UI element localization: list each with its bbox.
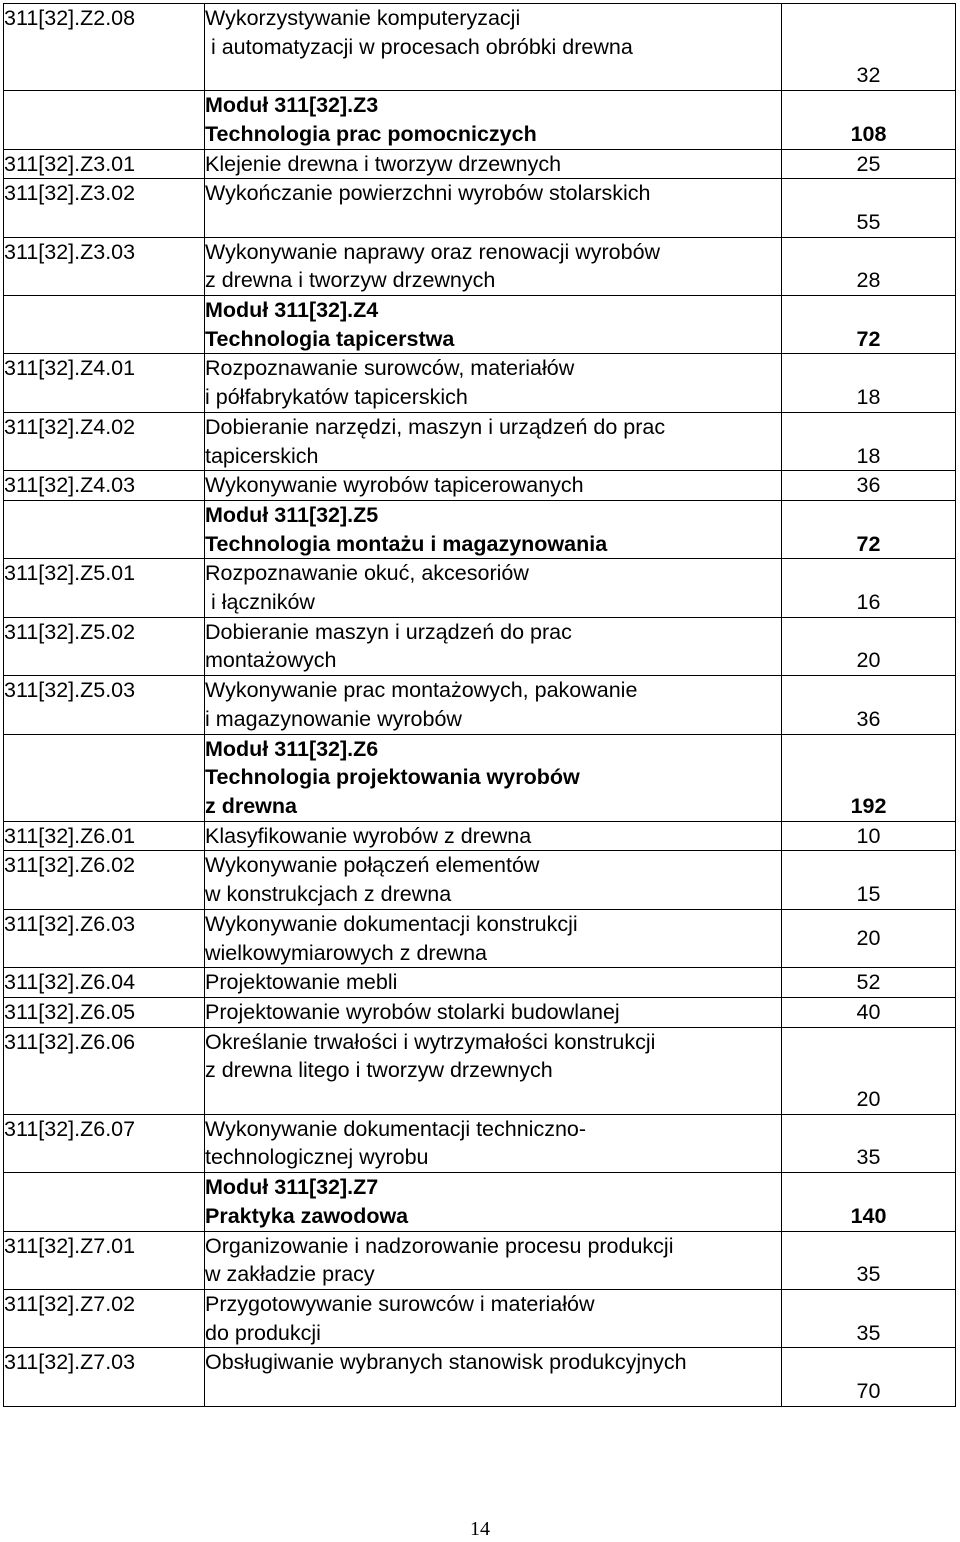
hours-cell: 18: [782, 412, 956, 470]
hours-cell: 35: [782, 1114, 956, 1172]
hours-cell: 70: [782, 1348, 956, 1406]
title-line: Technologia montażu i magazynowania: [205, 531, 608, 556]
title-line: [205, 208, 781, 237]
title-line: Moduł 311[32].Z6: [205, 736, 379, 761]
unit-row: [4, 1289, 956, 1347]
module-row: [4, 734, 956, 821]
hours-cell: 108: [782, 91, 956, 149]
unit-title: [205, 1027, 782, 1114]
title-line: [205, 61, 781, 90]
unit-code: 311[32].Z6.02: [4, 851, 205, 909]
unit-row: [4, 4, 956, 91]
title-line: Klasyfikowanie wyrobów z drewna: [205, 823, 532, 848]
unit-title: [205, 559, 782, 617]
unit-row: [4, 179, 956, 237]
hours-cell: 36: [782, 676, 956, 734]
hours-cell: 20: [782, 1027, 956, 1114]
title-line: Przygotowywanie surowców i materiałów: [205, 1291, 595, 1316]
hours-cell: 52: [782, 968, 956, 998]
unit-code: 311[32].Z6.06: [4, 1027, 205, 1114]
hours-cell: 40: [782, 997, 956, 1027]
unit-title: [205, 821, 782, 851]
hours-cell: 20: [782, 617, 956, 675]
hours-cell: 18: [782, 354, 956, 412]
unit-code: [4, 1173, 205, 1231]
title-line: i łączników: [205, 590, 315, 615]
title-line: Moduł 311[32].Z7: [205, 1175, 379, 1200]
unit-row: [4, 1114, 956, 1172]
title-line: Moduł 311[32].Z3: [205, 93, 379, 118]
title-line: Rozpoznawanie okuć, akcesoriów: [205, 561, 529, 586]
unit-row: [4, 471, 956, 501]
unit-code: 311[32].Z6.01: [4, 821, 205, 851]
unit-code: 311[32].Z5.02: [4, 617, 205, 675]
module-title: [205, 296, 782, 354]
unit-title: [205, 968, 782, 998]
unit-title: [205, 179, 782, 237]
module-title: [205, 1173, 782, 1231]
unit-row: [4, 237, 956, 295]
title-line: z drewna: [205, 793, 297, 818]
unit-code: 311[32].Z6.05: [4, 997, 205, 1027]
title-line: i automatyzacji w procesach obróbki drewna: [205, 34, 633, 59]
title-line: Określanie trwałości i wytrzymałości konstrukcji: [205, 1029, 656, 1054]
curriculum-table: [3, 3, 956, 1407]
unit-title: [205, 471, 782, 501]
module-row: [4, 1173, 956, 1231]
unit-row: [4, 909, 956, 967]
hours-cell: 192: [782, 734, 956, 821]
title-line: z drewna i tworzyw drzewnych: [205, 268, 496, 293]
unit-title: [205, 1231, 782, 1289]
unit-code: 311[32].Z3.01: [4, 149, 205, 179]
unit-row: [4, 149, 956, 179]
curriculum-table-body: [4, 4, 956, 1407]
hours-cell: 35: [782, 1289, 956, 1347]
title-line: do produkcji: [205, 1320, 321, 1345]
title-line: Klejenie drewna i tworzyw drzewnych: [205, 151, 562, 176]
unit-row: [4, 354, 956, 412]
hours-cell: 16: [782, 559, 956, 617]
title-line: Wykorzystywanie komputeryzacji: [205, 6, 521, 30]
unit-row: [4, 1348, 956, 1406]
module-title: [205, 500, 782, 558]
title-line: [205, 1085, 781, 1114]
unit-title: [205, 354, 782, 412]
title-line: montażowych: [205, 648, 337, 673]
unit-title: [205, 1289, 782, 1347]
hours-cell: 72: [782, 296, 956, 354]
title-line: Wykończanie powierzchni wyrobów stolarskich: [205, 181, 651, 206]
title-line: Organizowanie i nadzorowanie procesu produkcji: [205, 1233, 674, 1258]
hours-cell: 25: [782, 149, 956, 179]
module-row: [4, 91, 956, 149]
hours-cell: 55: [782, 179, 956, 237]
unit-row: [4, 968, 956, 998]
title-line: Wykonywanie naprawy oraz renowacji wyrobów: [205, 239, 661, 264]
unit-row: [4, 997, 956, 1027]
title-line: Projektowanie mebli: [205, 970, 398, 995]
title-line: i półfabrykatów tapicerskich: [205, 385, 468, 410]
unit-title: [205, 412, 782, 470]
unit-row: [4, 412, 956, 470]
hours-cell: 140: [782, 1173, 956, 1231]
title-line: technologicznej wyrobu: [205, 1145, 429, 1170]
unit-code: 311[32].Z5.01: [4, 559, 205, 617]
module-title: [205, 91, 782, 149]
title-line: Moduł 311[32].Z5: [205, 502, 379, 527]
unit-code: [4, 296, 205, 354]
title-line: Technologia prac pomocniczych: [205, 121, 537, 146]
unit-row: [4, 821, 956, 851]
title-line: tapicerskich: [205, 443, 319, 468]
unit-row: [4, 1027, 956, 1114]
hours-cell: 20: [782, 909, 956, 967]
unit-code: 311[32].Z7.03: [4, 1348, 205, 1406]
unit-code: 311[32].Z6.07: [4, 1114, 205, 1172]
unit-code: [4, 734, 205, 821]
title-line: Wykonywanie połączeń elementów: [205, 853, 540, 878]
unit-code: [4, 500, 205, 558]
module-row: [4, 296, 956, 354]
module-row: [4, 500, 956, 558]
hours-cell: 10: [782, 821, 956, 851]
unit-code: 311[32].Z3.03: [4, 237, 205, 295]
unit-code: 311[32].Z7.01: [4, 1231, 205, 1289]
title-line: w zakładzie pracy: [205, 1262, 375, 1287]
unit-title: [205, 4, 782, 91]
unit-row: [4, 617, 956, 675]
unit-title: [205, 909, 782, 967]
unit-code: 311[32].Z4.02: [4, 412, 205, 470]
unit-code: 311[32].Z7.02: [4, 1289, 205, 1347]
hours-cell: 28: [782, 237, 956, 295]
unit-code: 311[32].Z4.01: [4, 354, 205, 412]
title-line: w konstrukcjach z drewna: [205, 882, 452, 907]
title-line: Wykonywanie dokumentacji techniczno-: [205, 1116, 587, 1141]
unit-code: 311[32].Z6.04: [4, 968, 205, 998]
title-line: z drewna litego i tworzyw drzewnych: [205, 1058, 553, 1083]
module-title: [205, 734, 782, 821]
title-line: Moduł 311[32].Z4: [205, 298, 379, 323]
title-line: i magazynowanie wyrobów: [205, 706, 462, 731]
unit-title: [205, 997, 782, 1027]
unit-code: 311[32].Z2.08: [4, 4, 205, 91]
unit-title: [205, 1348, 782, 1406]
page-number: 14: [470, 1518, 490, 1540]
unit-row: [4, 676, 956, 734]
unit-row: [4, 1231, 956, 1289]
title-line: wielkowymiarowych z drewna: [205, 940, 487, 965]
unit-title: [205, 676, 782, 734]
unit-code: 311[32].Z6.03: [4, 909, 205, 967]
hours-cell: 32: [782, 4, 956, 91]
title-line: Wykonywanie dokumentacji konstrukcji: [205, 911, 578, 936]
title-line: Projektowanie wyrobów stolarki budowlanej: [205, 999, 620, 1024]
title-line: Obsługiwanie wybranych stanowisk produkcyjnych: [205, 1350, 687, 1375]
unit-code: 311[32].Z4.03: [4, 471, 205, 501]
unit-title: [205, 617, 782, 675]
unit-row: [4, 559, 956, 617]
title-line: Technologia projektowania wyrobów: [205, 765, 580, 790]
hours-cell: 36: [782, 471, 956, 501]
title-line: Dobieranie maszyn i urządzeń do prac: [205, 619, 572, 644]
title-line: Wykonywanie prac montażowych, pakowanie: [205, 678, 638, 703]
title-line: Dobieranie narzędzi, maszyn i urządzeń do prac: [205, 414, 666, 439]
hours-cell: 15: [782, 851, 956, 909]
hours-cell: 35: [782, 1231, 956, 1289]
title-line: [205, 1377, 781, 1406]
title-line: Technologia tapicerstwa: [205, 326, 455, 351]
hours-cell: 72: [782, 500, 956, 558]
unit-title: [205, 851, 782, 909]
title-line: Wykonywanie wyrobów tapicerowanych: [205, 473, 584, 498]
unit-title: [205, 1114, 782, 1172]
unit-title: [205, 237, 782, 295]
unit-title: [205, 149, 782, 179]
title-line: Rozpoznawanie surowców, materiałów: [205, 356, 575, 381]
unit-code: [4, 91, 205, 149]
unit-row: [4, 851, 956, 909]
title-line: Praktyka zawodowa: [205, 1203, 409, 1228]
unit-code: 311[32].Z5.03: [4, 676, 205, 734]
unit-code: 311[32].Z3.02: [4, 179, 205, 237]
